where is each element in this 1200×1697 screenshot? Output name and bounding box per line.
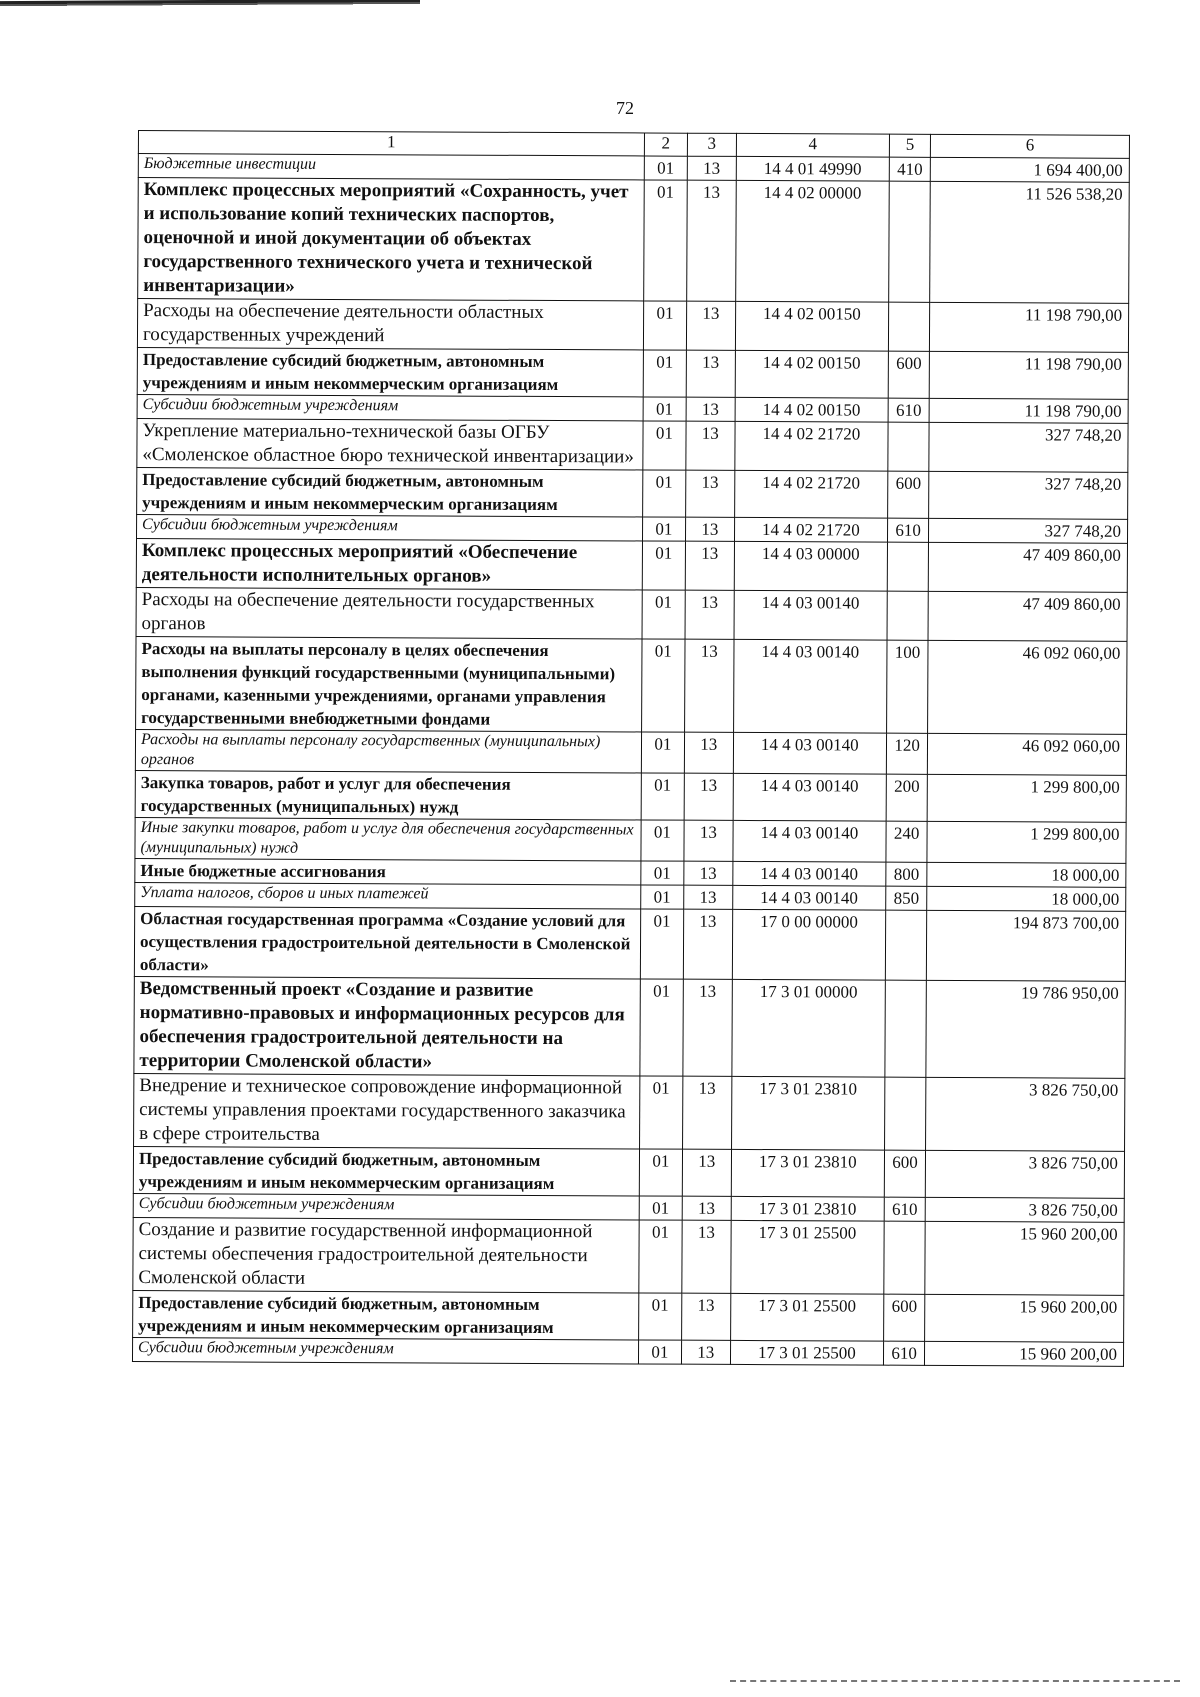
target-article-cell: 17 3 01 23810	[731, 1196, 885, 1221]
expense-type-cell	[885, 980, 927, 1077]
amount-cell: 47 409 860,00	[928, 591, 1127, 641]
expense-type-cell: 600	[884, 1150, 925, 1197]
expense-type-cell: 120	[886, 733, 927, 774]
column-header-4: 4	[736, 133, 890, 157]
section-code-cell: 01	[639, 1220, 683, 1293]
table-row	[133, 1217, 1124, 1295]
section-code-cell: 01	[639, 1149, 682, 1196]
amount-cell: 15 960 200,00	[925, 1294, 1124, 1342]
table-row	[137, 299, 1128, 353]
section-code-cell: 01	[639, 1076, 683, 1149]
expense-type-cell: 610	[888, 518, 929, 542]
subsection-code-cell: 13	[682, 1196, 731, 1220]
expense-name-cell: Укрепление материально-технической базы ОГБУ «Смоленское областное бюро технической инвентаризации»	[137, 418, 643, 469]
amount-cell: 11 198 790,00	[929, 351, 1128, 399]
subsection-code-cell: 13	[684, 820, 733, 861]
budget-table	[132, 130, 1130, 1367]
expense-name-cell: Комплекс процессных мероприятий «Обеспечение деятельности исполнительных органов»	[136, 538, 642, 589]
amount-cell: 327 748,20	[929, 518, 1128, 543]
target-article-cell: 14 4 02 00150	[735, 350, 889, 398]
expense-name-cell: Расходы на выплаты персоналу в целях обеспечения выполнения функций государственными (муниципальными) органами, казенными учреждениями, органами управления государственными внебюджетными фондами	[136, 636, 642, 731]
expense-name-cell: Субсидии бюджетным учреждениям	[132, 1337, 638, 1363]
section-code-cell: 01	[643, 350, 686, 397]
table-row	[132, 1337, 1123, 1366]
expense-type-cell: 240	[886, 821, 927, 862]
section-code-cell: 01	[641, 639, 685, 732]
section-code-cell: 01	[640, 979, 684, 1076]
expense-name-cell: Предоставление субсидий бюджетным, автономным учреждениям и иным некоммерческим организациям	[133, 1146, 639, 1195]
expense-name-cell: Иные закупки товаров, работ и услуг для обеспечения государственных (муниципальных) нужд	[135, 817, 641, 860]
subsection-code-cell: 13	[685, 517, 734, 541]
amount-cell: 11 198 790,00	[929, 398, 1128, 423]
expense-type-cell: 610	[884, 1197, 925, 1221]
expense-name-cell: Субсидии бюджетным учреждениям	[133, 1193, 639, 1219]
table-row	[138, 178, 1130, 304]
section-code-cell: 01	[641, 773, 684, 820]
section-code-cell: 01	[643, 397, 686, 421]
target-article-cell: 14 4 01 49990	[736, 156, 890, 181]
target-article-cell: 14 4 03 00000	[734, 541, 888, 591]
scan-edge-mark	[0, 0, 420, 8]
expense-type-cell: 410	[889, 157, 930, 181]
table-row	[136, 587, 1127, 641]
expense-name-cell: Предоставление субсидий бюджетным, автономным учреждениям и иным некоммерческим организациям	[137, 347, 643, 396]
amount-cell: 3 826 750,00	[926, 1077, 1125, 1151]
target-article-cell: 17 3 01 00000	[731, 979, 885, 1077]
expense-type-cell	[885, 1077, 926, 1150]
section-code-cell: 01	[640, 885, 683, 909]
expense-type-cell	[889, 181, 931, 302]
expense-type-cell	[884, 1221, 925, 1294]
table-row	[137, 347, 1128, 399]
subsection-code-cell: 13	[683, 909, 732, 979]
subsection-code-cell: 13	[686, 421, 735, 470]
amount-cell: 18 000,00	[927, 862, 1126, 887]
target-article-cell: 14 4 02 00150	[735, 301, 889, 351]
amount-cell: 3 826 750,00	[925, 1197, 1124, 1222]
subsection-code-cell: 13	[683, 1076, 732, 1149]
subsection-code-cell: 13	[684, 885, 733, 909]
expense-type-cell	[887, 591, 928, 640]
expense-name-cell: Бюджетные инвестиции	[138, 154, 644, 180]
target-article-cell: 14 4 03 00140	[733, 639, 887, 733]
target-article-cell: 14 4 03 00140	[733, 732, 887, 774]
target-article-cell: 17 3 01 25500	[730, 1340, 884, 1365]
target-article-cell: 14 4 02 21720	[734, 517, 888, 542]
table-row	[135, 729, 1126, 775]
subsection-code-cell: 13	[684, 861, 733, 885]
expense-name-cell: Расходы на обеспечение деятельности областных государственных учреждений	[137, 299, 643, 350]
section-code-cell: 01	[643, 421, 686, 470]
target-article-cell: 14 4 02 21720	[734, 421, 888, 471]
subsection-code-cell: 13	[687, 180, 736, 301]
section-code-cell: 01	[640, 909, 684, 979]
expense-type-cell: 850	[886, 886, 927, 910]
expense-name-cell: Субсидии бюджетным учреждениям	[137, 514, 643, 540]
amount-cell: 11 198 790,00	[930, 302, 1129, 352]
column-header-1: 1	[138, 131, 644, 156]
amount-cell: 47 409 860,00	[928, 542, 1127, 592]
target-article-cell: 14 4 02 00150	[735, 397, 889, 422]
expense-name-cell: Внедрение и техническое сопровождение информационной системы управления проектами государственного заказчика в сфере строительства	[134, 1073, 640, 1148]
expense-name-cell: Предоставление субсидий бюджетным, автономным учреждениям и иным некоммерческим организациям	[137, 467, 643, 516]
amount-cell: 194 873 700,00	[926, 910, 1125, 981]
section-code-cell: 01	[642, 470, 685, 517]
expense-type-cell: 600	[888, 351, 929, 398]
table-row	[133, 1146, 1124, 1198]
expense-name-cell: Субсидии бюджетным учреждениям	[137, 394, 643, 420]
subsection-code-cell: 13	[684, 732, 733, 773]
section-code-cell: 01	[643, 301, 686, 350]
section-code-cell: 01	[643, 180, 687, 301]
section-code-cell: 01	[644, 156, 687, 180]
expense-name-cell: Иные бюджетные ассигнования	[135, 858, 641, 884]
expense-type-cell: 200	[886, 774, 927, 821]
budget-table-sheet	[132, 130, 1130, 1367]
expense-name-cell: Областная государственная программа «Создание условий для осуществления градостроительной деятельности в Смоленской области»	[134, 906, 640, 978]
expense-type-cell	[888, 422, 929, 471]
expense-type-cell	[888, 302, 929, 351]
target-article-cell: 14 4 02 21720	[734, 470, 888, 518]
target-article-cell: 17 0 00 00000	[732, 909, 886, 980]
amount-cell: 1 299 800,00	[927, 821, 1126, 863]
amount-cell: 3 826 750,00	[925, 1150, 1124, 1198]
expense-name-cell: Расходы на выплаты персоналу государственных (муниципальных) органов	[135, 729, 641, 772]
table-row	[135, 770, 1126, 822]
amount-cell: 1 694 400,00	[930, 157, 1129, 182]
expense-type-cell: 600	[884, 1294, 925, 1341]
table-row	[136, 636, 1127, 734]
section-code-cell: 01	[642, 541, 685, 590]
target-article-cell: 14 4 03 00140	[734, 590, 888, 640]
amount-cell: 46 092 060,00	[928, 640, 1127, 734]
section-code-cell: 01	[638, 1340, 681, 1364]
expense-name-cell: Предоставление субсидий бюджетным, автономным учреждениям и иным некоммерческим организациям	[133, 1290, 639, 1339]
section-code-cell: 01	[641, 861, 684, 885]
expense-name-cell: Создание и развитие государственной информационной системы обеспечения градостроительной деятельности Смоленской области	[133, 1217, 639, 1292]
amount-cell: 18 000,00	[927, 886, 1126, 911]
scan-edge-mark-bottom	[730, 1680, 1180, 1682]
column-header-3: 3	[687, 133, 736, 156]
expense-type-cell: 610	[888, 398, 929, 422]
subsection-code-cell: 13	[687, 156, 736, 180]
table-row	[134, 906, 1125, 981]
target-article-cell: 14 4 03 00140	[733, 773, 887, 821]
subsection-code-cell: 13	[686, 397, 735, 421]
table-row	[134, 976, 1125, 1078]
table-row	[137, 467, 1128, 519]
subsection-code-cell: 13	[682, 1293, 731, 1340]
target-article-cell: 14 4 03 00140	[732, 861, 886, 886]
column-header-2: 2	[644, 133, 687, 156]
subsection-code-cell: 13	[685, 541, 734, 590]
subsection-code-cell: 13	[686, 350, 735, 397]
table-row	[137, 418, 1128, 472]
subsection-code-cell: 13	[686, 301, 735, 350]
expense-name-cell: Расходы на обеспечение деятельности государственных органов	[136, 587, 642, 638]
expense-type-cell: 610	[884, 1341, 925, 1365]
section-code-cell: 01	[641, 732, 684, 773]
subsection-code-cell: 13	[685, 639, 734, 732]
subsection-code-cell: 13	[685, 590, 734, 639]
table-row	[135, 817, 1126, 863]
page-number: 72	[616, 98, 634, 118]
amount-cell: 46 092 060,00	[927, 733, 1126, 775]
expense-name-cell: Уплата налогов, сборов и иных платежей	[135, 882, 641, 908]
expense-type-cell: 800	[886, 862, 927, 886]
section-code-cell: 01	[642, 517, 685, 541]
column-header-6: 6	[931, 134, 1130, 158]
expense-name-cell: Комплекс процессных мероприятий «Сохранность, учет и использование копий технических паспортов, оценочной и иной документации об объектах государственного технического учета и технической инвентаризации»	[138, 178, 644, 301]
target-article-cell: 17 3 01 25500	[730, 1220, 884, 1294]
table-row	[136, 538, 1127, 592]
column-header-5: 5	[889, 134, 930, 157]
amount-cell: 15 960 200,00	[925, 1341, 1124, 1366]
expense-name-cell: Закупка товаров, работ и услуг для обеспечения государственных (муниципальных) нужд	[135, 770, 641, 819]
amount-cell: 1 299 800,00	[927, 774, 1126, 822]
subsection-code-cell: 13	[681, 1340, 730, 1364]
subsection-code-cell: 13	[683, 979, 732, 1076]
amount-cell: 11 526 538,20	[930, 181, 1129, 303]
table-body	[132, 154, 1129, 1367]
section-code-cell: 01	[638, 1293, 681, 1340]
section-code-cell: 01	[639, 1196, 682, 1220]
table-row	[133, 1290, 1124, 1342]
amount-cell: 327 748,20	[929, 422, 1128, 472]
subsection-code-cell: 13	[684, 773, 733, 820]
target-article-cell: 17 3 01 23810	[731, 1076, 885, 1150]
target-article-cell: 17 3 01 23810	[731, 1149, 885, 1197]
table-row	[134, 1073, 1125, 1151]
subsection-code-cell: 13	[686, 470, 735, 517]
amount-cell: 19 786 950,00	[926, 980, 1125, 1078]
amount-cell: 15 960 200,00	[925, 1221, 1124, 1295]
subsection-code-cell: 13	[682, 1149, 731, 1196]
target-article-cell: 14 4 02 00000	[735, 180, 889, 302]
expense-type-cell	[885, 910, 926, 980]
target-article-cell: 14 4 03 00140	[732, 885, 886, 910]
expense-type-cell	[887, 542, 928, 591]
target-article-cell: 17 3 01 25500	[730, 1293, 884, 1341]
target-article-cell: 14 4 03 00140	[733, 820, 887, 862]
expense-name-cell: Ведомственный проект «Создание и развитие нормативно-правовых и информационных ресурсов для обеспечения градостроительной деятельности на территории Смоленской области»	[134, 976, 640, 1075]
expense-type-cell: 100	[887, 640, 929, 733]
amount-cell: 327 748,20	[929, 471, 1128, 519]
subsection-code-cell: 13	[682, 1220, 731, 1293]
section-code-cell: 01	[641, 820, 684, 861]
section-code-cell: 01	[642, 590, 685, 639]
expense-type-cell: 600	[888, 471, 929, 518]
